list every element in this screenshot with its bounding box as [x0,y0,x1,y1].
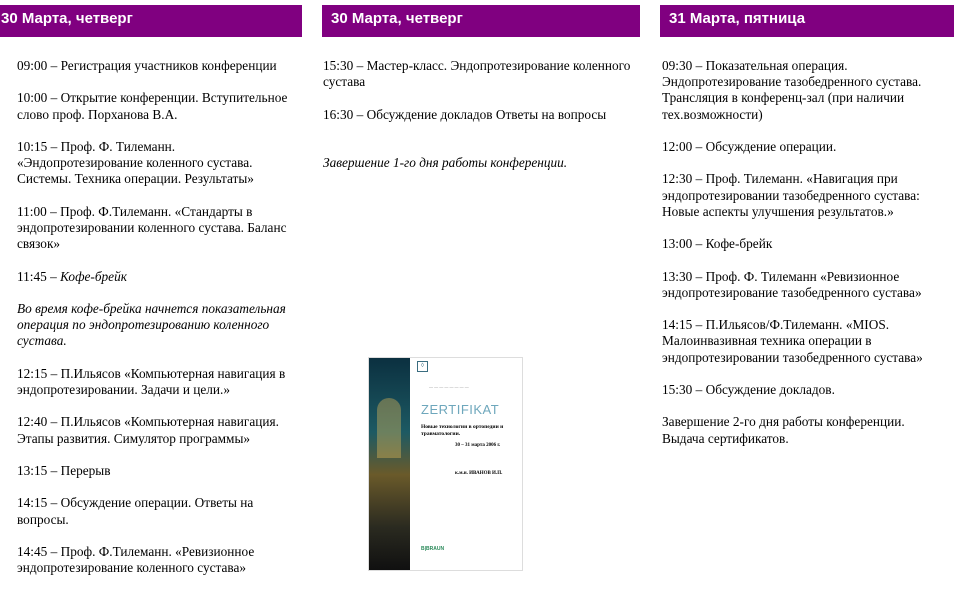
certificate-name: к.м.н. ИВАНОВ И.П. [455,471,503,476]
certificate-title: ZERTIFIKAT [421,402,500,417]
schedule-item: 12:00 – Обсуждение операции. [662,139,837,154]
day-column-1 [0,5,302,593]
day-column-2 [322,5,640,187]
day-header: 30 Марта, четверг [0,5,302,37]
brand-logo: B|BRAUN [421,546,445,552]
logo-icon: ◊ [417,361,428,372]
schedule-item: 15:30 – Обсуждение докладов. [662,381,835,397]
schedule-item: 12:40 – П.Ильясов «Компьютерная навигация. Этапы развития. Симулятор программы» [17,414,279,446]
item-time: 11:45 – [17,268,61,284]
certificate-fineprint: — — — — — — — — [429,384,469,389]
schedule-item: 14:45 – Проф. Ф.Тилеманн. «Ревизионное эндопротезирование коленного сустава» [17,543,255,576]
day-header: 31 Марта, пятница [660,5,954,37]
certificate-photo [369,358,410,570]
schedule-note: Во время кофе-брейка начнется показательная операция по эндопротезированию коленного сустава. [17,300,286,349]
schedule-item-coffee [17,269,298,285]
schedule-item: 12:15 – П.Ильясов «Компьютерная навигация в эндопротезировании. Задачи и цели.» [17,365,286,397]
certificate-dates: 30 – 31 марта 2006 г. [455,443,501,448]
schedule-item: 16:30 – Обсуждение докладов Ответы на вопросы [323,106,607,122]
schedule-item: 13:00 – Кофе-брейк [662,236,773,252]
schedule-item: 10:00 – Открытие конференции. Вступительное слово проф. Порханова В.А. [17,90,288,122]
day-header: 30 Марта, четверг [322,5,640,37]
schedule-item: 13:15 – Перерыв [17,462,111,478]
schedule-item: 13:30 – Проф. Ф. Тилеманн «Ревизионное эндопротезирование тазобедренного сустава» [662,268,922,300]
schedule-note: Завершение 1-го дня работы конференции. [323,154,568,170]
schedule-item: 10:15 – Проф. Ф. Тилеманн. «Эндопротезирование коленного сустава. Системы. Техника операции. Результаты» [17,138,254,187]
schedule-item: 09:00 – Регистрация участников конференции [17,58,277,73]
item-italic-text: Кофе-брейк [60,268,127,284]
schedule-item: Завершение 2-го дня работы конференции. Выдача сертификатов. [662,414,905,446]
certificate-subtitle: Новые технологии в ортопедии и травматологии. [421,424,504,437]
day-column-3 [660,5,954,463]
schedule-item: 11:00 – Проф. Ф.Тилеманн. «Стандарты в эндопротезировании коленного сустава. Баланс связок» [17,203,287,252]
schedule-item: 15:30 – Мастер-класс. Эндопротезирование коленного сустава [323,58,631,90]
schedule-item: 14:15 – П.Ильясов/Ф.Тилеманн. «MIOS. Малоинвазивная техника операции в эндопротезировании тазобедренного сустава» [662,317,923,365]
schedule-item: 09:30 – Показательная операция. Эндопротезирование тазобедренного сустава. Трансляция в конференц-зал (при наличии тех.возможности) [662,58,922,122]
certificate-image [368,357,523,571]
schedule-item: 14:15 – Обсуждение операции. Ответы на вопросы. [17,495,254,527]
schedule-item: 12:30 – Проф. Тилеманн. «Навигация при эндопротезировании тазобедренного сустава: Новые аспекты улучшения результатов.» [662,171,920,219]
